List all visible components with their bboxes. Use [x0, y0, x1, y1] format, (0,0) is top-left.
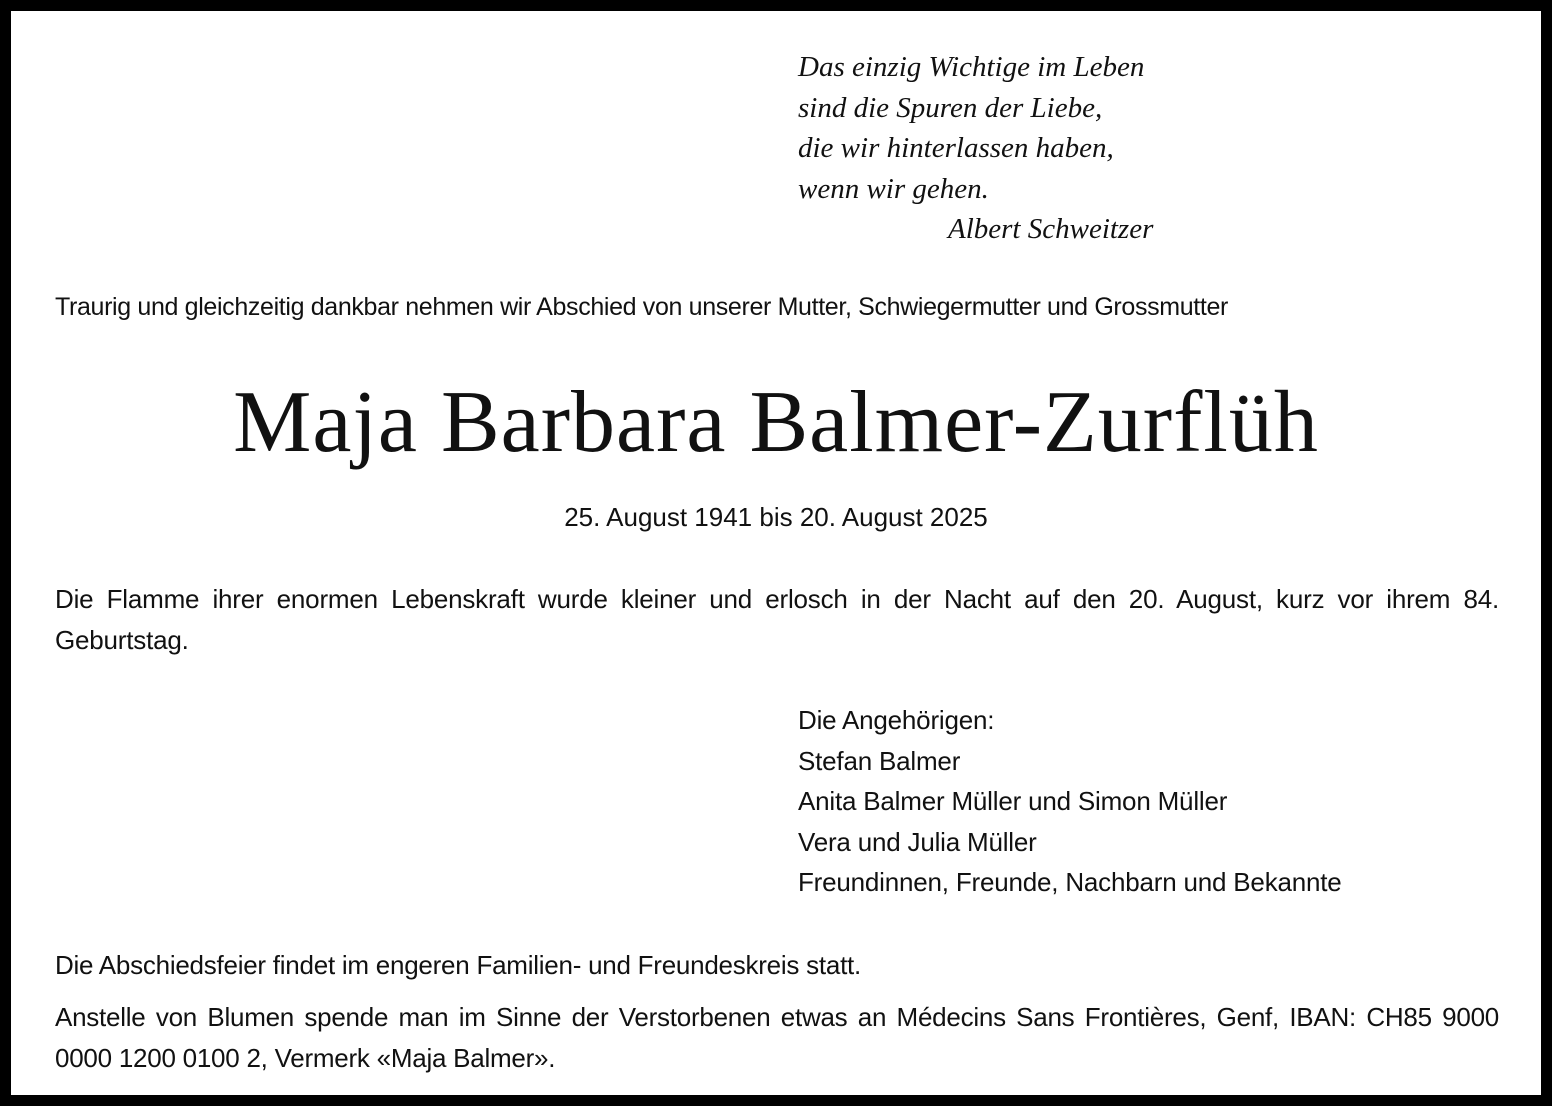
relatives-block: [798, 700, 1498, 903]
donation-paragraph: Anstelle von Blumen spende man im Sinne der Verstorbenen etwas an Médecins Sans Frontières, Genf, IBAN: CH85 9000 0000 1200 0100 2, Vermerk «Maja Balmer».: [55, 1002, 1499, 1073]
flame-paragraph: Die Flamme ihrer enormen Lebenskraft wurde kleiner und erlosch in der Nacht auf den 20. August, kurz vor ihrem 84. Geburtstag.: [55, 584, 1499, 655]
life-dates: 25. August 1941 bis 20. August 2025: [564, 502, 988, 532]
quote-line: Das einzig Wichtige im Leben: [798, 51, 1145, 83]
relative-name: Vera und Julia Müller: [798, 826, 1037, 857]
relative-name: Anita Balmer Müller und Simon Müller: [798, 786, 1228, 817]
relatives-heading: Die Angehörigen:: [798, 705, 995, 735]
intro-text: Traurig und gleichzeitig dankbar nehmen wir Abschied von unserer Mutter, Schwiegermutter und Grossmutter: [55, 293, 1228, 321]
quote-block: [798, 47, 1218, 250]
quote-line: wenn wir gehen.: [798, 172, 989, 205]
deceased-name: Maja Barbara Balmer-Zurflüh: [233, 374, 1319, 471]
farewell-paragraph: Die Abschiedsfeier findet im engeren Familien- und Freundeskreis statt.: [55, 950, 861, 980]
quote-author: Albert Schweitzer: [948, 213, 1154, 246]
relative-name: Stefan Balmer: [798, 745, 961, 776]
relative-name: Freundinnen, Freunde, Nachbarn und Bekannte: [798, 867, 1342, 898]
quote-line: sind die Spuren der Liebe,: [798, 91, 1103, 124]
quote-line: die wir hinterlassen haben,: [798, 132, 1114, 165]
